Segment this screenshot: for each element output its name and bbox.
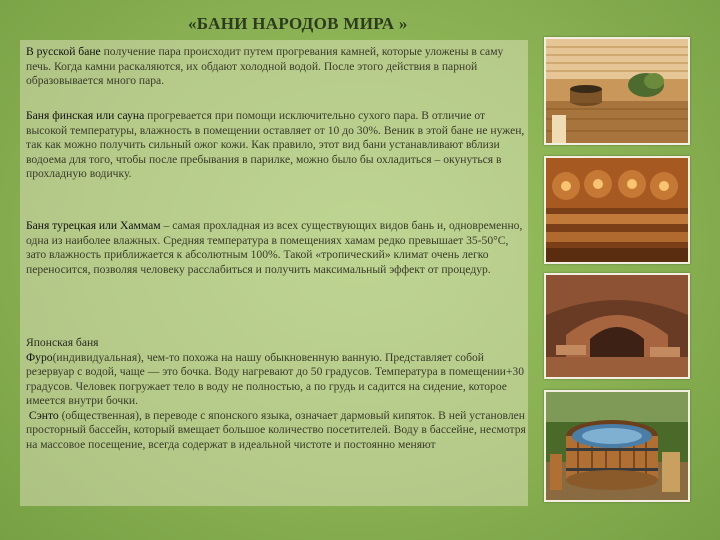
paragraph: [26, 219, 526, 277]
section-heading: В русской бане: [26, 45, 101, 58]
furo-heading: Фуро: [26, 350, 53, 364]
section-heading: Баня финская или сауна: [26, 109, 145, 122]
russian-bath-photo: [544, 37, 690, 145]
section-finnish-sauna: [22, 109, 528, 182]
section-turkish-hammam: [22, 219, 528, 277]
paragraph: [26, 109, 526, 182]
japanese-furo-photo: [544, 390, 690, 502]
furo-text: (индивидуальная), чем-то похожа на нашу обыкновенную ванную. Представляет собой резервуар с водой, чаще — это бочка. Воду нагревают до 50 градусов. Температура в помещении+30 градусов. Человек погружает тело в воду не полностью, а по грудь и садится на сидение, которое имеется внутри бочки.: [26, 350, 525, 407]
slide-title: «БАНИ НАРОДОВ МИРА »: [188, 14, 408, 33]
sento-text: (общественная), в переводе с японского языка, означает дармовый кипяток. В ней установлен просторный бассейн, который вмещает большое количество посетителей. Воду в бассейне, несмотря на массовое посещение, всегда содержат в идеальной чистоте и постоянно меняют: [26, 408, 526, 451]
section-heading: Японская баня: [26, 336, 99, 349]
section-text: прогревается при помощи исключительно сухого пара. В отличие от высокой температуры, влажность в помещении оставляет от 10 до 30%. Веник в этой бане не нужен, так как можно получить сильный ожог кожи. Как правило, этот вид бани устанавливают вблизи водоема для того, чтобы после пребывания в парилке, можно было бы охладиться – окунуться в прохладную водичку.: [26, 109, 525, 180]
section-text: – самая прохладная из всех существующих видов бань и, одновременно, одна из наиболее влажных. Средняя температура в помещениях хамам редко превышает 35-50°С, зато влажность приближается к абсолютным 100%. Такой «тропический» климат очень легко переносится, позволяя человеку расслабиться и получить максимальный эффект от процедур.: [26, 219, 523, 276]
finnish-sauna-photo: [544, 156, 690, 264]
section-heading: Баня турецкая или Хаммам: [26, 219, 161, 232]
paragraph-furo: [26, 351, 526, 409]
section-text: получение пара происходит путем прогревания камней, которые уложены в саму печь. Когда камни раскаляются, их обдают холодной водой. После этого действия в парной образовывается много пара.: [26, 45, 504, 87]
section-russian-bath: [22, 45, 528, 89]
text-panel: [20, 40, 528, 506]
section-japanese-bath: [22, 336, 528, 452]
paragraph-sento: [26, 409, 526, 453]
turkish-hammam-photo: [544, 273, 690, 379]
paragraph: [26, 45, 526, 89]
sento-heading: Сэнто: [28, 408, 59, 422]
